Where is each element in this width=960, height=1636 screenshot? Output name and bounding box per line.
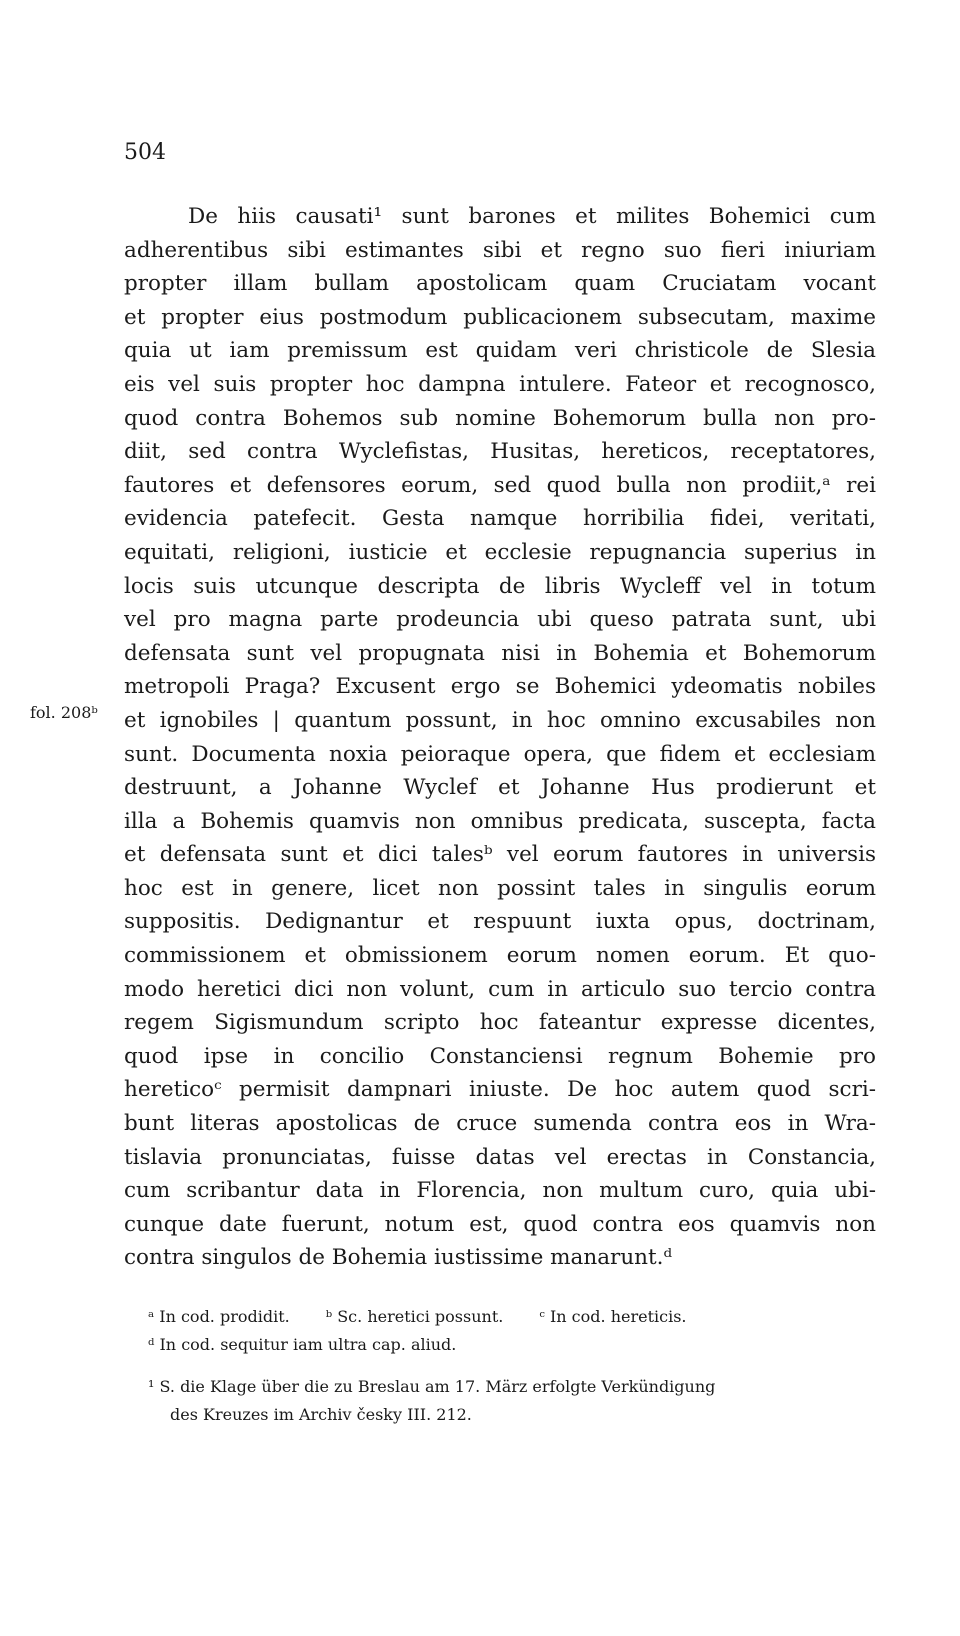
text-line: destruunt, a Johanne Wyclef et Johanne Hus prodierunt et (124, 775, 876, 801)
text-line: quia ut iam premissum est quidam veri christicole de Slesia (124, 338, 876, 364)
text-line: hoc est in genere, licet non possint tales in singulis eorum (124, 875, 876, 901)
footnote-spacer (148, 1359, 876, 1373)
text-line: eis vel suis propter hoc dampna intulere. Fateor et recognosco, (124, 371, 876, 397)
footnote-b: ᵇ Sc. heretici possunt. (325, 1307, 504, 1326)
footnote-1: ¹ S. die Klage über die zu Breslau am 17. März erfolgte Verkündigung (148, 1377, 716, 1396)
text-line: et defensata sunt et dici talesᵇ vel eorum fautores in universis (124, 842, 876, 868)
text-line: cunque date fuerunt, notum est, quod contra eos quamvis non (124, 1211, 876, 1237)
text-line: locis suis utcunque descripta de libris Wycleff vel in totum (124, 573, 876, 599)
text-line: quod ipse in concilio Constanciensi regnum Bohemie pro (124, 1043, 876, 1069)
text-line: diit, sed contra Wyclefistas, Husitas, hereticos, receptatores, (124, 439, 876, 465)
text-line: equitati, religioni, iusticie et ecclesie repugnancia superius in (124, 539, 876, 565)
text-line: et ignobiles | quantum possunt, in hoc omnino excusabiles non (124, 707, 876, 733)
text-line: tislavia pronunciatas, fuisse datas vel erectas in Constancia, (124, 1144, 876, 1170)
text-line: cum scribantur data in Florencia, non multum curo, quia ubi- (124, 1178, 876, 1204)
text-line: commissionem et obmissionem eorum nomen eorum. Et quo- (124, 943, 876, 969)
footnote-row (148, 1303, 876, 1331)
main-paragraph (124, 200, 876, 1275)
text-line: illa a Bohemis quamvis non omnibus predicata, suscepta, facta (124, 808, 876, 834)
text-line: et propter eius postmodum publicacionem subsecutam, maxime (124, 304, 876, 330)
footnotes (148, 1303, 876, 1429)
text-line: hereticoᶜ permisit dampnari iniuste. De hoc autem quod scri- (124, 1077, 876, 1103)
text-line: bunt literas apostolicas de cruce sumenda contra eos in Wra- (124, 1111, 876, 1137)
text-line: regem Sigismundum scripto hoc fateantur expresse dicentes, (124, 1010, 876, 1036)
text-line: defensata sunt vel propugnata nisi in Bohemia et Bohemorum (124, 640, 876, 666)
folio-margin-note: fol. 208ᵇ (30, 703, 98, 722)
text-line: modo heretici dici non volunt, cum in articulo suo tercio contra (124, 976, 876, 1002)
text-line: vel pro magna parte prodeuncia ubi queso patrata sunt, ubi (124, 607, 876, 633)
text-line: metropoli Praga? Excusent ergo se Bohemici ydeomatis nobiles (124, 674, 876, 700)
text-line: De hiis causati¹ sunt barones et milites Bohemici cum (188, 204, 876, 229)
text-line: fautores et defensores eorum, sed quod bulla non prodiit,ᵃ rei (124, 472, 876, 498)
text-line: propter illam bullam apostolicam quam Cruciatam vocant (124, 271, 876, 297)
text-line: sunt. Documenta noxia peioraque opera, que fidem et ecclesiam (124, 741, 876, 767)
footnote-c: ᶜ In cod. hereticis. (539, 1307, 687, 1326)
text-line: contra singulos de Bohemia iustissime manarunt.ᵈ (124, 1245, 673, 1271)
footnote-1-continuation: des Kreuzes im Archiv česky III. 212. (170, 1405, 472, 1424)
text-line: suppositis. Dedignantur et respuunt iuxta opus, doctrinam, (124, 909, 876, 935)
text-line: adherentibus sibi estimantes sibi et regno suo fieri iniuriam (124, 237, 876, 263)
page-number: 504 (124, 140, 166, 165)
text-line: quod contra Bohemos sub nomine Bohemorum bulla non pro- (124, 405, 876, 431)
footnote-d: ᵈ In cod. sequitur iam ultra cap. aliud. (148, 1335, 457, 1354)
text-line: evidencia patefecit. Gesta namque horribilia fidei, veritati, (124, 506, 876, 532)
footnote-a: ᵃ In cod. prodidit. (148, 1307, 290, 1326)
